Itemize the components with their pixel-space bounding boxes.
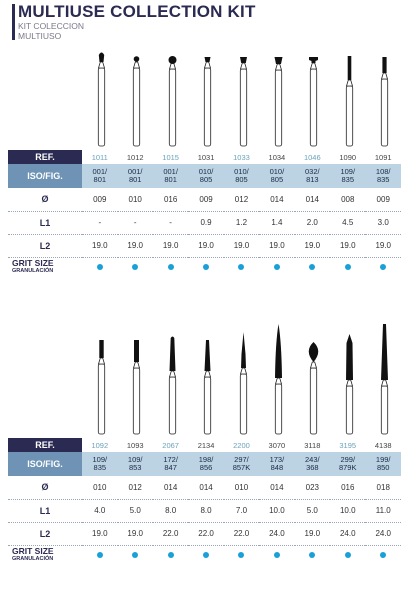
l2-value: 19.0 — [295, 234, 330, 257]
page-subtitle-spanish: KIT COLECCION — [18, 21, 84, 31]
grit-dot-icon — [309, 264, 315, 270]
l2-value: 24.0 — [365, 522, 401, 545]
bur-cyl-long-thin-icon — [332, 46, 367, 150]
diameter-row-label: Ø — [8, 188, 82, 211]
iso-code-part1: 243/ — [305, 455, 320, 464]
l1-value: 10.0 — [330, 499, 365, 522]
diameter-value: 014 — [153, 476, 188, 499]
iso-code-part1: 010/ — [198, 167, 214, 176]
iso-code — [118, 164, 153, 188]
iso-code-part1: 001/ — [92, 167, 108, 176]
l2-value: 19.0 — [118, 234, 153, 257]
l2-value: 24.0 — [259, 522, 294, 545]
grit-size-label-es: GRANULACIÓN — [12, 556, 54, 563]
spec-table-2 — [8, 438, 401, 565]
ref-number: 4138 — [374, 440, 392, 450]
l2-value: 19.0 — [259, 234, 294, 257]
grit-cell — [153, 257, 188, 277]
grit-size-label-es: GRANULACIÓN — [12, 268, 54, 275]
bur-invcone-large-icon — [261, 46, 296, 150]
ref-row — [8, 150, 401, 164]
diameter-value: 009 — [188, 188, 223, 211]
l1-value: 1.4 — [259, 211, 294, 234]
l2-value: 19.0 — [188, 234, 223, 257]
iso-code — [295, 452, 330, 476]
iso-code-part1: 297/ — [234, 455, 249, 464]
header-accent-bar — [12, 4, 15, 40]
grit-cell — [82, 545, 117, 565]
diameter-value: 008 — [330, 188, 365, 211]
grit-dot-icon — [345, 264, 351, 270]
ref-number: 1046 — [303, 152, 321, 162]
grit-dot-icon — [238, 552, 244, 558]
l2-row — [8, 234, 401, 257]
l1-value: 5.0 — [118, 499, 153, 522]
ref-row-label: REF. — [8, 438, 82, 452]
diameter-value: 009 — [82, 188, 117, 211]
grit-dot-icon — [168, 552, 174, 558]
ref-number: 1015 — [162, 152, 179, 162]
iso-row — [8, 164, 401, 188]
iso-code — [153, 164, 188, 188]
l2-value: 19.0 — [118, 522, 153, 545]
bur-cyl-mid-icon — [367, 46, 402, 150]
diameter-value: 016 — [153, 188, 188, 211]
l1-value: - — [153, 211, 188, 234]
grit-cell — [118, 545, 153, 565]
grit-dot-icon — [97, 264, 103, 270]
diameter-value: 012 — [118, 476, 153, 499]
l1-value: 4.5 — [330, 211, 365, 234]
l1-value: 2.0 — [295, 211, 330, 234]
section-1 — [8, 46, 401, 292]
l2-value: 19.0 — [224, 234, 259, 257]
iso-code-part1: 109/ — [340, 167, 356, 176]
iso-code-part2: 847 — [164, 463, 177, 472]
l2-value: 22.0 — [153, 522, 188, 545]
iso-code — [118, 452, 153, 476]
grit-row — [8, 257, 401, 277]
grit-cell — [259, 257, 294, 277]
grit-cell — [259, 545, 294, 565]
iso-code-part2: 857K — [232, 463, 251, 472]
diameter-value: 023 — [295, 476, 330, 499]
grit-size-label-en: GRIT SIZE — [12, 546, 54, 557]
grit-cell — [224, 257, 259, 277]
iso-code-part2: 853 — [128, 463, 142, 472]
iso-row — [8, 452, 401, 476]
bur-taper-chamfer-icon — [332, 312, 367, 438]
bur-pear-small-icon — [84, 46, 119, 150]
l2-value: 19.0 — [82, 522, 117, 545]
iso-code-part1: 198/ — [198, 455, 214, 464]
l1-value: 1.2 — [224, 211, 259, 234]
iso-code-part1: 032/ — [305, 167, 320, 176]
l1-row-label: L1 — [8, 499, 82, 522]
ref-number: 1092 — [91, 440, 109, 450]
ref-number: 1034 — [268, 152, 286, 162]
grit-size-label-en: GRIT SIZE — [12, 258, 54, 269]
grit-dot-icon — [309, 552, 315, 558]
l2-value: 19.0 — [153, 234, 188, 257]
ref-number: 1012 — [126, 152, 144, 162]
l1-value: 5.0 — [295, 499, 330, 522]
grit-dot-icon — [203, 552, 209, 558]
iso-code-part2: 805 — [270, 175, 284, 184]
bur-taper-long-icon — [367, 312, 402, 438]
iso-code — [188, 452, 223, 476]
diameter-value: 014 — [295, 188, 330, 211]
iso-code-part2: 801 — [128, 175, 142, 184]
diameter-value: 014 — [259, 476, 294, 499]
iso-code — [259, 452, 294, 476]
grit-dot-icon — [380, 264, 386, 270]
iso-code-part2: 801 — [93, 175, 107, 184]
iso-code-part1: 108/ — [375, 167, 391, 176]
grit-cell — [188, 257, 223, 277]
l2-value: 19.0 — [295, 522, 330, 545]
diameter-row — [8, 188, 401, 211]
iso-code-part2: 850 — [376, 463, 390, 472]
grit-size-label — [8, 545, 82, 565]
header — [12, 2, 408, 44]
bur-cyl-b-icon — [119, 312, 154, 438]
grit-dot-icon — [238, 264, 244, 270]
l1-value: 3.0 — [365, 211, 401, 234]
iso-code-part1: 172/ — [163, 455, 178, 464]
l2-value: 24.0 — [330, 522, 365, 545]
l1-row — [8, 211, 401, 234]
iso-code — [259, 164, 294, 188]
iso-code-part2: 835 — [341, 175, 354, 184]
ref-number: 2067 — [162, 440, 179, 450]
iso-code-part2: 835 — [93, 463, 107, 472]
iso-code-part2: 879K — [338, 463, 357, 472]
iso-code-part2: 368 — [306, 463, 319, 472]
grit-dot-icon — [132, 552, 138, 558]
iso-code-part2: 813 — [306, 175, 319, 184]
iso-code — [82, 164, 117, 188]
grit-cell — [330, 545, 365, 565]
bur-drawings-row — [84, 46, 402, 150]
l1-row — [8, 499, 401, 522]
bur-football-icon — [296, 312, 331, 438]
bur-invcone-small-icon — [190, 46, 225, 150]
grit-row — [8, 545, 401, 565]
ref-number: 2134 — [197, 440, 215, 450]
diameter-value: 018 — [365, 476, 401, 499]
diameter-value: 010 — [224, 476, 259, 499]
iso-code-part1: 001/ — [127, 167, 143, 176]
l1-value: 11.0 — [365, 499, 401, 522]
l2-value: 22.0 — [188, 522, 223, 545]
iso-code-part1: 010/ — [269, 167, 285, 176]
ref-number: 1011 — [91, 152, 108, 162]
grit-cell — [330, 257, 365, 277]
iso-code-part1: 109/ — [127, 455, 143, 464]
iso-code — [365, 452, 401, 476]
l2-value: 19.0 — [330, 234, 365, 257]
iso-code-part2: 801 — [164, 175, 177, 184]
l2-value: 22.0 — [224, 522, 259, 545]
l2-value: 19.0 — [365, 234, 401, 257]
grit-cell — [82, 257, 117, 277]
diameter-value: 010 — [118, 188, 153, 211]
spec-table-1 — [8, 150, 401, 277]
bur-drawings-row — [84, 312, 402, 438]
iso-row-label: ISO/FIG. — [8, 164, 82, 188]
iso-code-part2: 805 — [235, 175, 248, 184]
l2-row-label: L2 — [8, 522, 82, 545]
l1-row-label: L1 — [8, 211, 82, 234]
page-title: MULTIUSE COLLECTION KIT — [18, 2, 256, 21]
ref-number: 3118 — [304, 440, 321, 450]
l1-value: 8.0 — [188, 499, 223, 522]
grit-dot-icon — [274, 264, 280, 270]
grit-dot-icon — [132, 264, 138, 270]
l2-row-label: L2 — [8, 234, 82, 257]
l1-value: 0.9 — [188, 211, 223, 234]
iso-code-part2: 805 — [199, 175, 213, 184]
ref-number: 1091 — [374, 152, 392, 162]
iso-code — [330, 452, 365, 476]
grit-dot-icon — [274, 552, 280, 558]
diameter-value: 012 — [224, 188, 259, 211]
iso-code-part2: 848 — [270, 463, 284, 472]
section-2 — [8, 312, 401, 580]
diameter-value: 014 — [188, 476, 223, 499]
grit-cell — [365, 545, 401, 565]
iso-code-part2: 835 — [376, 175, 390, 184]
iso-code-part1: 109/ — [92, 455, 108, 464]
bur-taper-a-icon — [190, 312, 225, 438]
l1-value: 4.0 — [82, 499, 117, 522]
iso-code — [188, 164, 223, 188]
diameter-row — [8, 476, 401, 499]
ref-number: 3070 — [268, 440, 286, 450]
grit-cell — [188, 545, 223, 565]
ref-number: 1090 — [339, 152, 357, 162]
bur-invcone-mid-icon — [226, 46, 261, 150]
l2-value: 19.0 — [82, 234, 117, 257]
ref-row — [8, 438, 401, 452]
grit-size-label — [8, 257, 82, 277]
grit-cell — [295, 545, 330, 565]
grit-cell — [295, 257, 330, 277]
iso-code — [224, 452, 259, 476]
ref-number: 1031 — [197, 152, 215, 162]
iso-code — [82, 452, 117, 476]
grit-cell — [118, 257, 153, 277]
diameter-row-label: Ø — [8, 476, 82, 499]
bur-needle-icon — [226, 312, 261, 438]
l1-value: 7.0 — [224, 499, 259, 522]
iso-code-part2: 856 — [199, 463, 213, 472]
grit-dot-icon — [97, 552, 103, 558]
grit-dot-icon — [380, 552, 386, 558]
bur-wheel-icon — [296, 46, 331, 150]
iso-code — [330, 164, 365, 188]
grit-cell — [365, 257, 401, 277]
iso-code-part1: 001/ — [163, 167, 178, 176]
diameter-value: 016 — [330, 476, 365, 499]
bur-cyl-a-icon — [84, 312, 119, 438]
diameter-value: 009 — [365, 188, 401, 211]
diameter-value: 010 — [82, 476, 117, 499]
bur-round-small-icon — [119, 46, 154, 150]
l1-value: 8.0 — [153, 499, 188, 522]
l1-value: - — [118, 211, 153, 234]
page-subtitle-spanish-2: MULTIUSO — [18, 31, 62, 41]
grit-dot-icon — [345, 552, 351, 558]
l2-row — [8, 522, 401, 545]
ref-number: 3195 — [339, 440, 357, 450]
l1-value: - — [82, 211, 117, 234]
grit-dot-icon — [168, 264, 174, 270]
ref-number: 1093 — [126, 440, 144, 450]
grit-cell — [153, 545, 188, 565]
bur-flame-long-icon — [261, 312, 296, 438]
iso-row-label: ISO/FIG. — [8, 452, 82, 476]
iso-code — [224, 164, 259, 188]
l1-value: 10.0 — [259, 499, 294, 522]
iso-code-part1: 173/ — [269, 455, 285, 464]
iso-code — [365, 164, 401, 188]
ref-number: 2200 — [233, 440, 250, 450]
ref-row-label: REF. — [8, 150, 82, 164]
bur-taper-round-icon — [155, 312, 190, 438]
iso-code-part1: 199/ — [375, 455, 391, 464]
ref-number: 1033 — [233, 152, 250, 162]
bur-round-large-icon — [155, 46, 190, 150]
iso-code-part1: 010/ — [234, 167, 249, 176]
grit-cell — [224, 545, 259, 565]
grit-dot-icon — [203, 264, 209, 270]
iso-code — [295, 164, 330, 188]
diameter-value: 014 — [259, 188, 294, 211]
iso-code-part1: 299/ — [340, 455, 356, 464]
iso-code — [153, 452, 188, 476]
